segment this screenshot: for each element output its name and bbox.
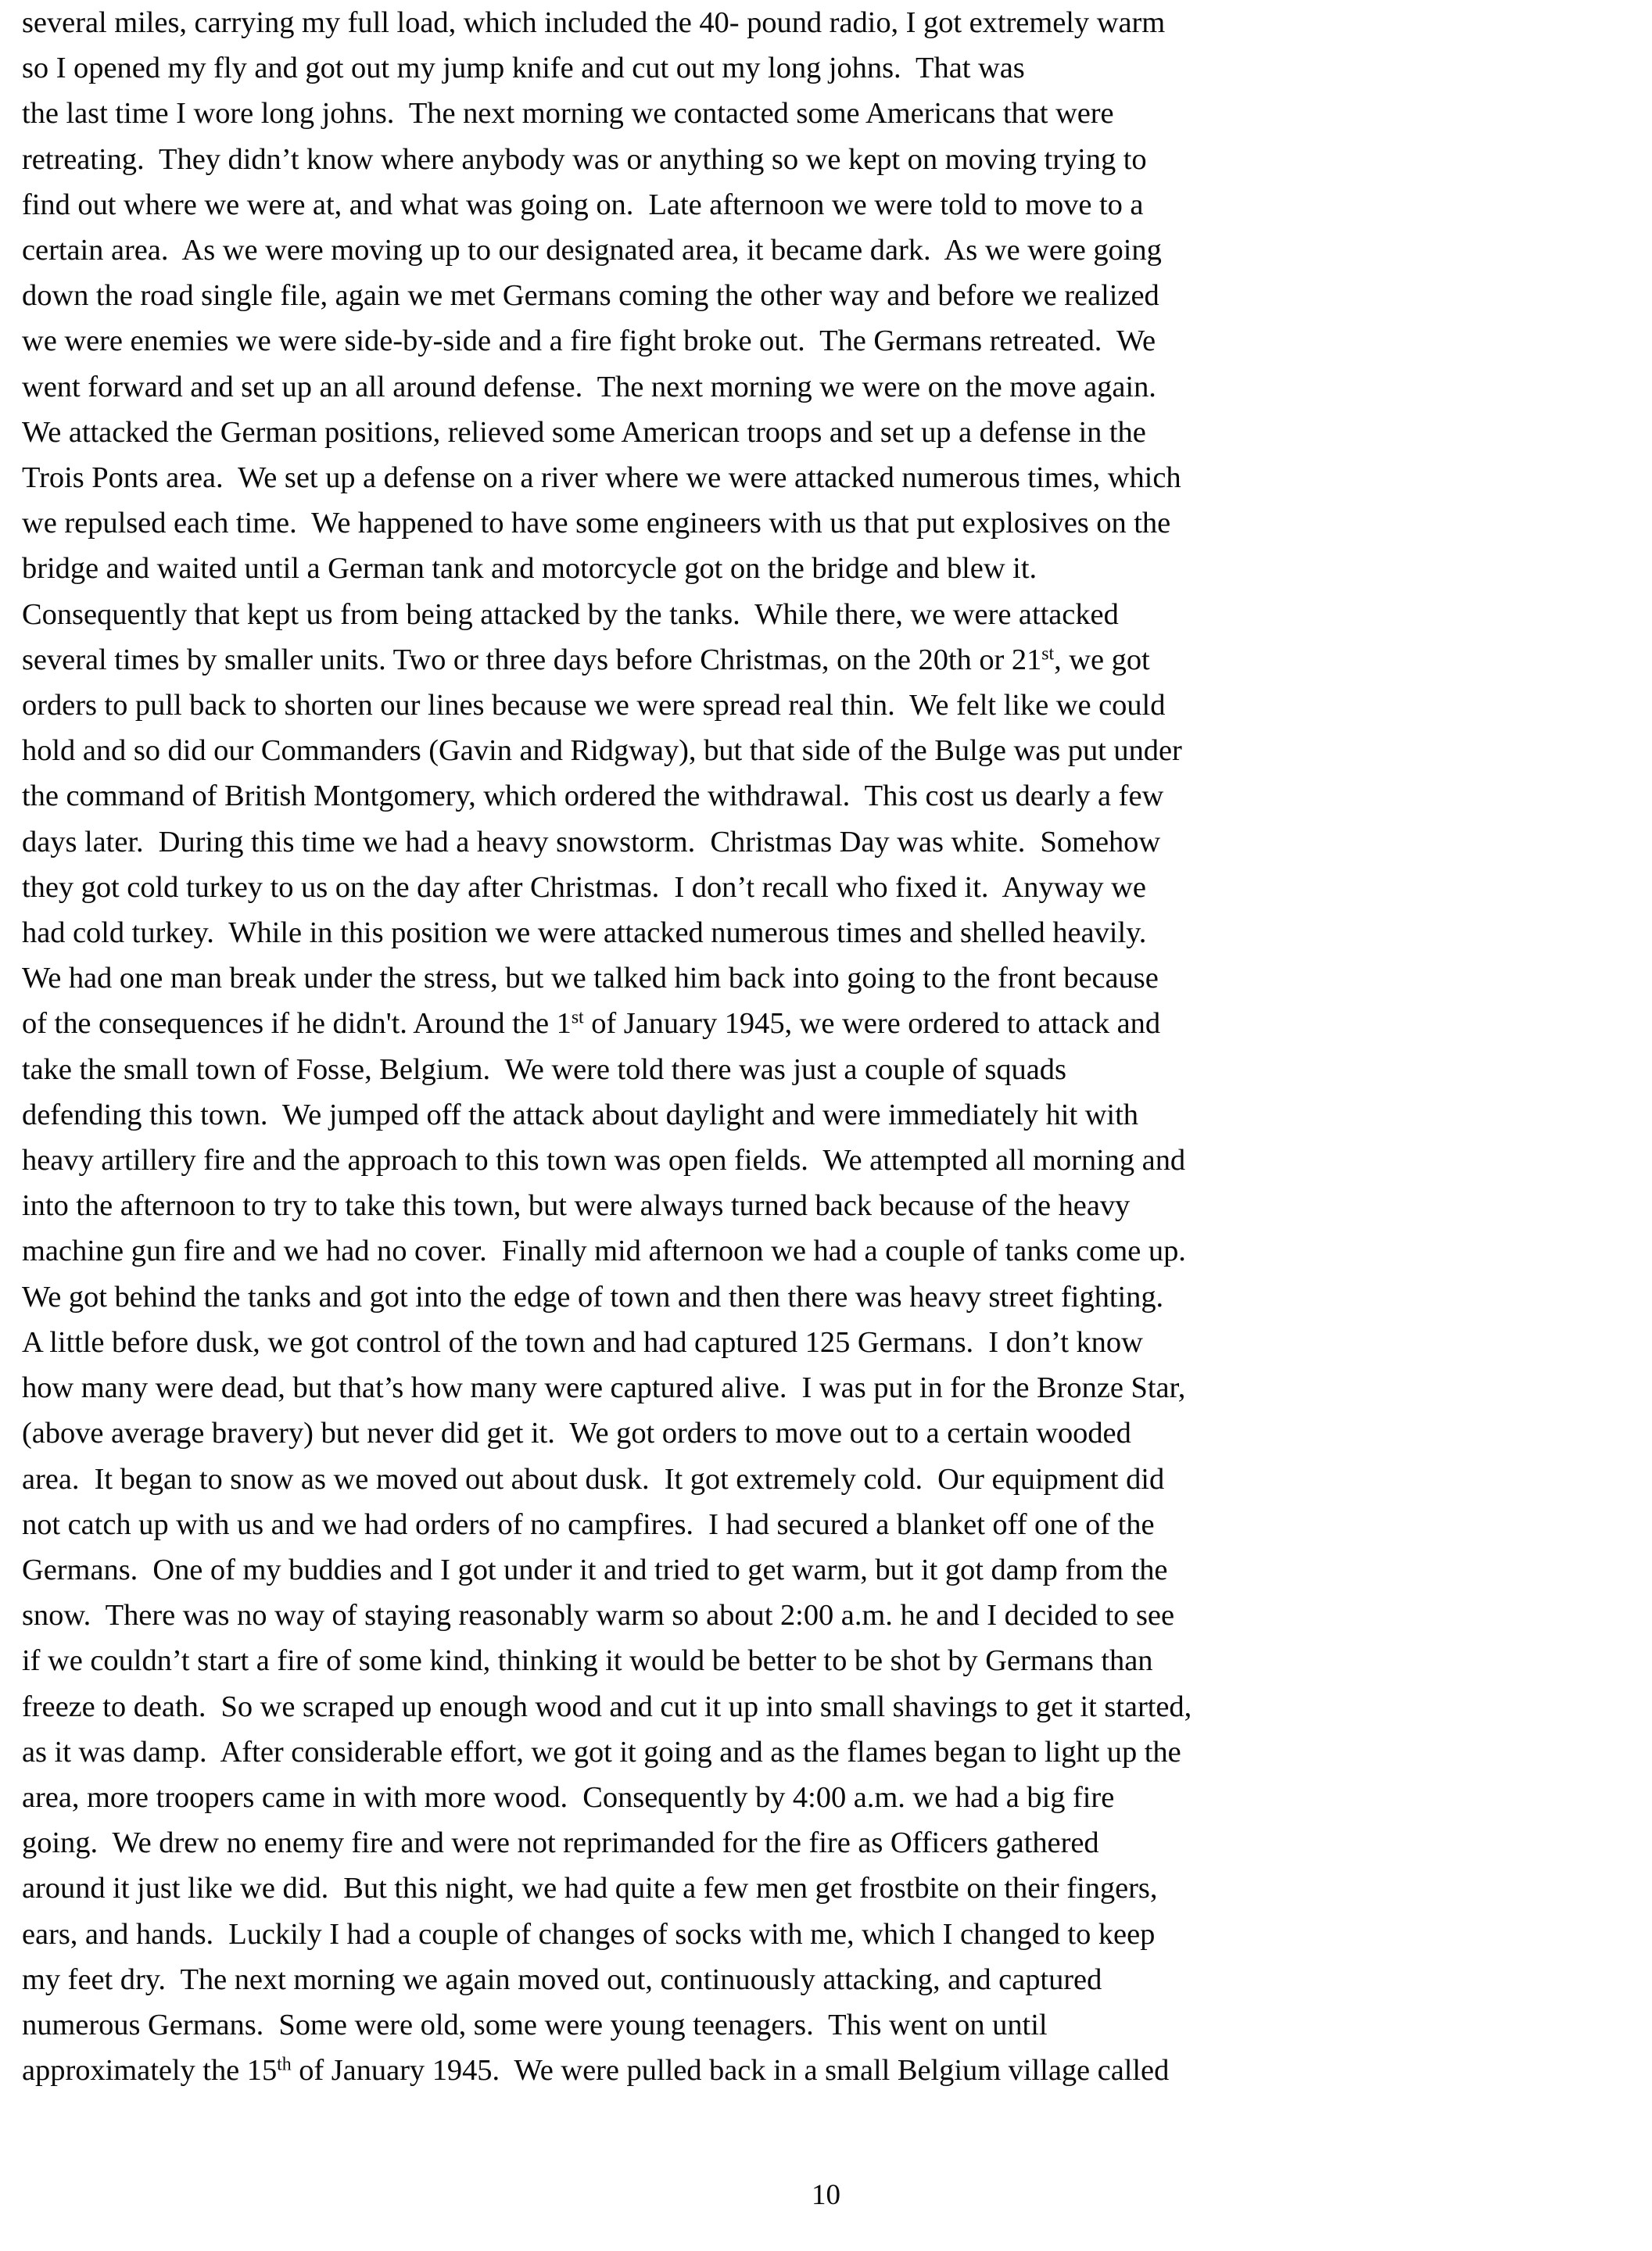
body-line: my feet dry. The next morning we again moved out, continuously attacking, and captured	[22, 1962, 1102, 1996]
body-line: Consequently that kept us from being attacked by the tanks. While there, we were attacked	[22, 597, 1119, 631]
body-line: going. We drew no enemy fire and were not reprimanded for the fire as Officers gathered	[22, 1826, 1099, 1860]
body-line: how many were dead, but that’s how many were captured alive. I was put in for the Bronze Star,	[22, 1371, 1186, 1405]
body-line: bridge and waited until a German tank and motorcycle got on the bridge and blew it.	[22, 552, 1037, 586]
ordinal-suffix: th	[277, 2054, 292, 2075]
body-line: area. It began to snow as we moved out about dusk. It got extremely cold. Our equipment did	[22, 1462, 1165, 1496]
page-number: 10	[812, 2179, 840, 2211]
body-line: snow. There was no way of staying reasonably warm so about 2:00 a.m. he and I decided to see	[22, 1599, 1174, 1633]
body-line: A little before dusk, we got control of the town and had captured 125 Germans. I don’t know	[22, 1325, 1143, 1359]
body-line: We attacked the German positions, relieved some American troops and set up a defense in the	[22, 415, 1146, 449]
body-line: around it just like we did. But this night, we had quite a few men get frostbite on their fingers,	[22, 1872, 1158, 1905]
body-line: Trois Ponts area. We set up a defense on a river where we were attacked numerous times, which	[22, 461, 1181, 495]
body-line: machine gun fire and we had no cover. Finally mid afternoon we had a couple of tanks come up.	[22, 1235, 1186, 1268]
line-text-before: several times by smaller units. Two or three days before Christmas, on the 20th or 21	[22, 643, 1042, 676]
body-line: down the road single file, again we met Germans coming the other way and before we realized	[22, 279, 1159, 313]
body-line: (above average bravery) but never did get it. We got orders to move out to a certain wooded	[22, 1417, 1131, 1450]
body-line: the last time I wore long johns. The next morning we contacted some Americans that were	[22, 97, 1114, 131]
body-line: We got behind the tanks and got into the edge of town and then there was heavy street fighting.	[22, 1280, 1164, 1314]
body-line: several miles, carrying my full load, which included the 40- pound radio, I got extremely warm	[22, 6, 1166, 39]
body-line: we were enemies we were side-by-side and a fire fight broke out. The Germans retreated. We	[22, 324, 1156, 358]
body-line: take the small town of Fosse, Belgium. We were told there was just a couple of squads	[22, 1052, 1066, 1086]
ordinal-suffix: st	[571, 1008, 584, 1029]
body-line: if we couldn’t start a fire of some kind, thinking it would be better to be shot by Germans than	[22, 1644, 1153, 1678]
body-line: area, more troopers came in with more wood. Consequently by 4:00 a.m. we had a big fire	[22, 1780, 1115, 1814]
line-text-before: approximately the 15	[22, 2054, 278, 2088]
body-line: days later. During this time we had a heavy snowstorm. Christmas Day was white. Somehow	[22, 825, 1161, 858]
body-line: into the afternoon to try to take this town, but were always turned back because of the heavy	[22, 1189, 1131, 1223]
body-line: the command of British Montgomery, which ordered the withdrawal. This cost us dearly a few	[22, 780, 1164, 813]
ordinal-suffix: st	[1041, 643, 1055, 665]
body-line: hold and so did our Commanders (Gavin and Ridgway), but that side of the Bulge was put under	[22, 734, 1182, 768]
body-line-superscript-1st	[22, 1001, 1632, 1046]
line-text-after: , we got	[1054, 643, 1150, 676]
body-line: numerous Germans. Some were old, some were young teenagers. This went on until	[22, 2008, 1048, 2041]
body-line: We had one man break under the stress, but we talked him back into going to the front because	[22, 962, 1159, 995]
body-line: freeze to death. So we scraped up enough wood and cut it up into small shavings to get it started,	[22, 1690, 1192, 1723]
body-line: they got cold turkey to us on the day after Christmas. I don’t recall who fixed it. Anyway we	[22, 870, 1146, 904]
body-line: had cold turkey. While in this position we were attacked numerous times and shelled heavily.	[22, 916, 1147, 950]
body-line: went forward and set up an all around defense. The next morning we were on the move again.	[22, 370, 1156, 403]
body-line: retreating. They didn’t know where anybody was or anything so we kept on moving trying to	[22, 142, 1147, 176]
document-body-text	[22, 0, 1632, 2093]
body-line: certain area. As we were moving up to our designated area, it became dark. As we were going	[22, 234, 1162, 267]
body-line: orders to pull back to shorten our lines because we were spread real thin. We felt like we could	[22, 689, 1166, 722]
body-line: ears, and hands. Luckily I had a couple of changes of socks with me, which I changed to keep	[22, 1917, 1156, 1951]
line-text-before: of the consequences if he didn't. Around the 1	[22, 1007, 572, 1041]
line-text-after: of January 1945, we were ordered to attack and	[583, 1007, 1161, 1041]
body-line: not catch up with us and we had orders of no campfires. I had secured a blanket off one of the	[22, 1507, 1155, 1541]
body-line: find out where we were at, and what was going on. Late afternoon we were told to move to a	[22, 188, 1144, 221]
body-line: we repulsed each time. We happened to have some engineers with us that put explosives on the	[22, 507, 1171, 540]
line-text-after: of January 1945. We were pulled back in a small Belgium village called	[291, 2054, 1170, 2088]
body-line: heavy artillery fire and the approach to this town was open fields. We attempted all morning and	[22, 1144, 1186, 1177]
body-line: defending this town. We jumped off the attack about daylight and were immediately hit with	[22, 1098, 1138, 1131]
body-line: Germans. One of my buddies and I got under it and tried to get warm, but it got damp from the	[22, 1553, 1168, 1586]
body-line-superscript-21st	[22, 637, 1632, 683]
body-line: so I opened my fly and got out my jump knife and cut out my long johns. That was	[22, 52, 1025, 85]
body-line-superscript-15th	[22, 2048, 1632, 2093]
body-line: as it was damp. After considerable effort, we got it going and as the flames began to light up the	[22, 1735, 1181, 1769]
